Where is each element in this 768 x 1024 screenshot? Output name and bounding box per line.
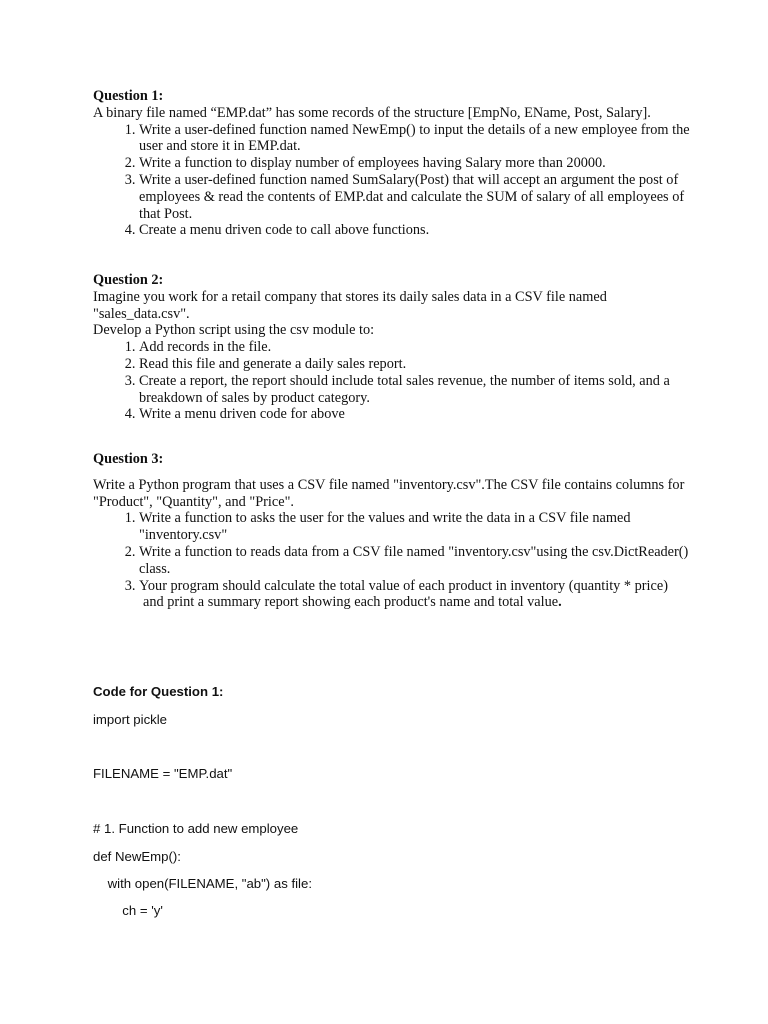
question-2 [93,272,693,423]
question-3 [93,451,693,611]
question-1-item-1: 1. Write a user-defined function named NewEmp() to input the details of a new employee from the user and store it in EMP.dat. [139,122,693,156]
question-3-item-1: 1. Write a function to asks the user for the values and write the data in a CSV file named "inventory.csv" [139,510,693,544]
question-1-item-2: 2. Write a function to display number of employees having Salary more than 20000. [139,155,693,172]
question-1 [93,88,693,239]
question-2-intro-2: Develop a Python script using the csv module to: [93,322,375,339]
question-2-title: Question 2: [93,272,164,288]
question-3-item-3-period: . [558,594,562,611]
question-1-item-4: 4. Create a menu driven code to call above functions. [139,222,693,239]
question-3-title: Question 3: [93,451,164,467]
question-3-item-3-cont-text: and print a summary report showing each product's name and total value [143,594,559,611]
code-line-3: # 1. Function to add new employee [93,821,299,836]
question-1-intro: A binary file named “EMP.dat” has some records of the structure [EmpNo, EName, Post, Salary]. [93,104,651,121]
code-line-1: import pickle [93,712,168,727]
code-line-5: with open(FILENAME, "ab") as file: [93,876,312,891]
question-3-item-2: 2. Write a function to reads data from a CSV file named "inventory.csv"using the csv.DictReader() class. [139,544,693,578]
question-3-item-3 [139,578,693,612]
code-line-6: ch = 'y' [93,903,163,918]
question-2-item-2: 2. Read this file and generate a daily sales report. [139,356,693,373]
question-2-item-4: 4. Write a menu driven code for above [139,406,693,423]
code-line-4: def NewEmp(): [93,849,181,864]
question-2-intro: Imagine you work for a retail company that stores its daily sales data in a CSV file named "sales_data.csv". [93,288,607,322]
question-3-item-3-continuation [139,594,693,611]
question-3-intro: Write a Python program that uses a CSV file named "inventory.csv".The CSV file contains columns for "Product", "Quantity", and "Price". [93,476,685,510]
question-3-item-3-text: Your program should calculate the total value of each product in inventory (quantity * price) [139,577,668,594]
question-1-title: Question 1: [93,88,164,104]
question-1-list [93,122,693,240]
code-heading: Code for Question 1: [93,684,224,699]
question-1-item-3: 3. Write a user-defined function named SumSalary(Post) that will accept an argument the post of employees & read the contents of EMP.dat and calculate the SUM of salary of all employees of that Post. [139,172,693,222]
code-line-2: FILENAME = "EMP.dat" [93,766,233,781]
question-2-item-1: 1. Add records in the file. [139,339,693,356]
question-2-list [93,339,693,423]
question-2-item-3: 3. Create a report, the report should include total sales revenue, the number of items sold, and a breakdown of sales by product category. [139,373,693,407]
question-3-list [93,510,693,611]
